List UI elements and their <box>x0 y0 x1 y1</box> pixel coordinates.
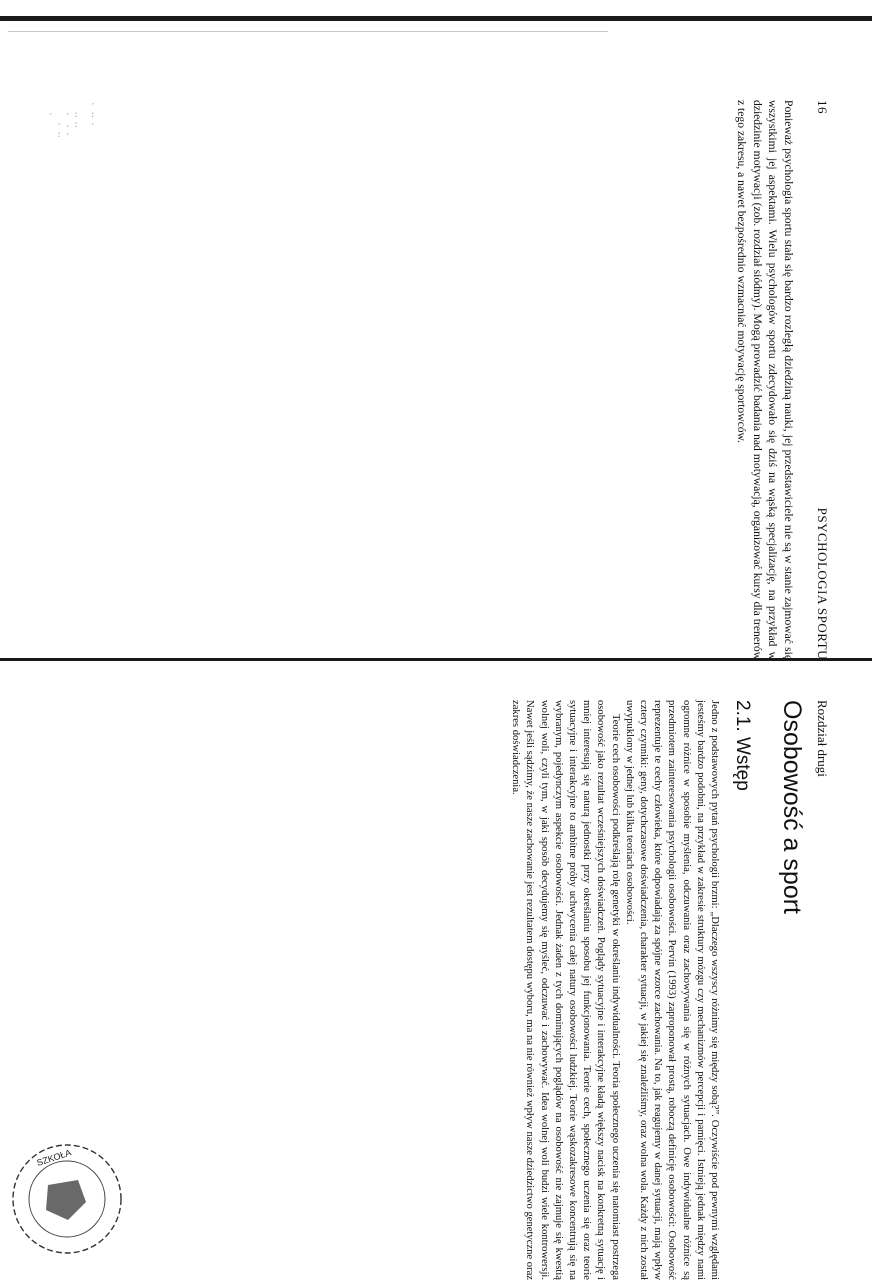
paragraph-2: Teorie cech osobowości podkreślają rolę genetyki w określaniu indywidualności. Teoria społecznego uczenia się natomiast postrzega osobowość jako rezultat wcześniejszych doświadczeń. Poglądy sytuacyjne i interakcyjne kładą większy nacisk na konkretną sytuację i mniej interesują się naturą jednostki przy określaniu sposobu jej funkcjonowania. Teorie cech, społecznego uczenia się oraz teorie sytuacyjne i interakcyjne to ambitne próby uchwycenia całej natury osobowości ludzkiej. Teorie wąskozakresowe koncentrują się na wybranym, pojedynczym aspekcie osobowości. Jednak żaden z tych dominujących poglądów na osobowość nie zajmuje się kwestią wolnej woli, czyli tym, w jaki sposób decydujemy się myśleć, odczuwać i zachowywać. Idea wolnej woli budzi wiele kontrowersji. Nawet jeśli sądzimy, że nasze zachowanie jest rezultatem dostępu wyboru, ma na nie również wpływ nasze dziedzictwo genetyczne oraz zakres doświadczenia. <box>510 700 621 1280</box>
chapter-label: Rozdział drugi <box>815 700 830 777</box>
section-title: 2.1. Wstęp <box>732 700 753 791</box>
top-rule <box>0 16 872 21</box>
page-number: 16 <box>815 100 830 114</box>
top-thin-rule <box>8 31 608 32</box>
chapter-title: Osobowość a sport <box>778 700 806 914</box>
stamp-text: SZKOŁA <box>35 1147 73 1168</box>
library-stamp <box>8 1140 126 1258</box>
running-head-title: PSYCHOLOGIA SPORTU <box>815 507 830 660</box>
scan-specks: · : · <box>90 100 99 130</box>
bottom-page <box>508 700 830 1280</box>
scan-specks: · ·: ·.: :· <box>48 110 82 140</box>
running-header <box>814 100 830 660</box>
top-page <box>734 100 830 660</box>
paragraph-1: Jedno z podstawowych pytań psychologii brzmi: „Dlaczego wszyscy różnimy się między sobą?”. Oczywiście pod pewnymi względami jesteśmy bardzo podobni, na przykład w zakresie struktury mózgu czy mechanizmów percepcji i pamięci. Istnieją jednak między nami ogromne różnice w sposobie myślenia, odczuwania oraz zachowywania się w różnych sytuacjach. Owe indywidualne różnice są przedmiotem zainteresowania psychologii osobowości. Pervin (1993) zaproponował prostą, roboczą definicję osobowości: Osobowość reprezentuje te cechy człowieka, które odpowiadają za spójne wzorce zachowania. Na to, jak reagujemy w danej sytuacji, mają wpływ cztery czynniki: geny, dotychczasowe doświadczenia, charakter sytuacji, w jakiej się znaleźliśmy, oraz wolna wola. Każdy z nich został uwypuklony w jednej lub kilku teoriach osobowości. <box>623 700 720 1280</box>
body-paragraph: Ponieważ psychologia sportu stała się bardzo rozległą dziedziną nauki, jej przedstawiciele nie są w stanie zajmować się wszystkimi jej aspektami. Wielu psychologów sportu zdecydowało się dziś na wąską specjalizację, na przykład w dziedzinie motywacji (zob. rozdział siódmy). Mogą prowadzić badania nad motywacją, organizować kursy dla trenerów z tego zakresu, a nawet bezpośrednio wzmacniać motywację sportowców. <box>735 100 795 660</box>
